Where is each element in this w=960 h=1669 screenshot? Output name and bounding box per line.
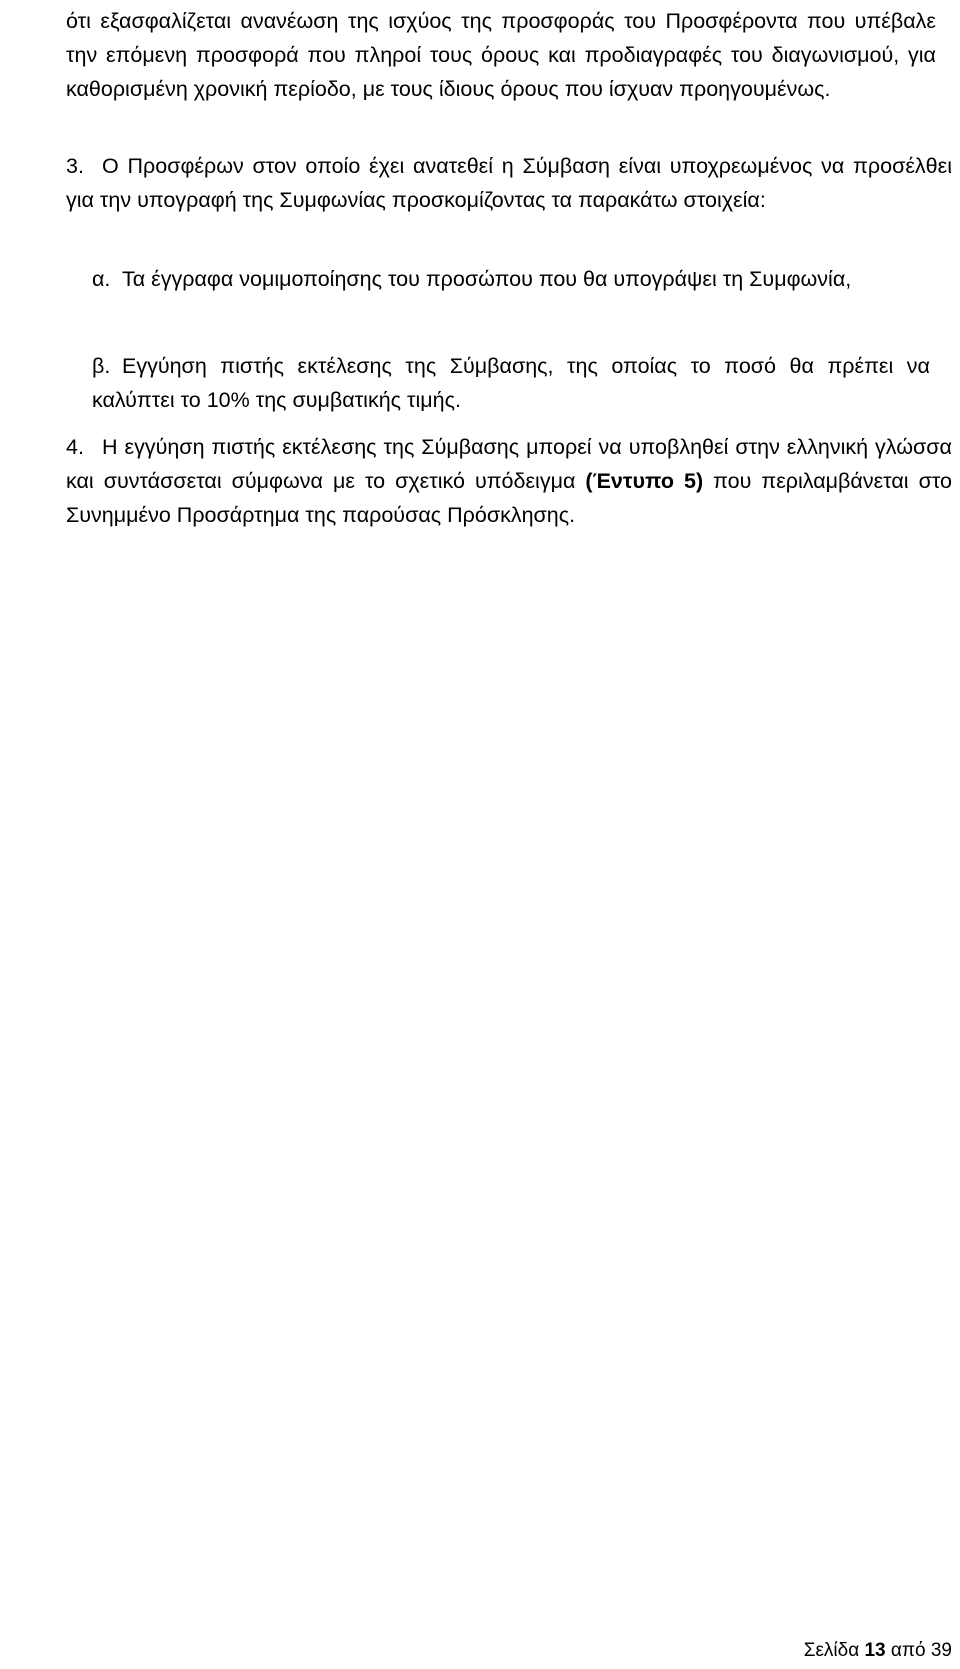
item-number: 3. <box>66 154 84 178</box>
page-footer <box>804 1639 952 1663</box>
list-item-4 <box>66 430 952 532</box>
of-word: από <box>890 1640 926 1661</box>
item-text-before: Η εγγύηση πιστής εκτέλεσης της Σύμβασης μπορεί να υποβληθεί στην ελληνική γλώσσα και συντάσσεται σύμφωνα με το σχετικό υπόδειγμα <box>66 435 952 493</box>
current-page-number: 13 <box>864 1640 886 1661</box>
document-page <box>66 0 952 1669</box>
page-word: Σελίδα <box>803 1640 860 1661</box>
sub-item-a <box>92 262 930 296</box>
item-text: Ο Προσφέρων στον οποίο έχει ανατεθεί η Σύμβαση είναι υποχρεωμένος να προσέλθει για την υπογραφή της Συμφωνίας προσκομίζοντας τα παρακάτω στοιχεία: <box>66 154 952 212</box>
sub-item-label: β. <box>92 354 111 378</box>
sub-item-text: Τα έγγραφα νομιμοποίησης του προσώπου που θα υπογράψει τη Συμφωνία, <box>122 267 852 291</box>
sub-item-label: α. <box>92 267 111 291</box>
item-text-after: που περιλαμβάνεται στο Συνημμένο Προσάρτημα της παρούσας Πρόσκλησης. <box>66 469 952 527</box>
sub-item-b <box>92 349 930 417</box>
intro-paragraph: ότι εξασφαλίζεται ανανέωση της ισχύος της προσφοράς του Προσφέροντα που υπέβαλε την επόμενη προσφορά που πληροί τους όρους και προδιαγραφές του διαγωνισμού, για καθορισμένη χρονική περίοδο, με τους ίδιους όρους που ίσχυαν προηγουμένως. <box>66 9 936 101</box>
sub-item-text: Εγγύηση πιστής εκτέλεσης της Σύμβασης, της οποίας το ποσό θα πρέπει να καλύπτει το 10% της συμβατικής τιμής. <box>92 354 930 412</box>
item-text <box>66 430 952 532</box>
form-reference: (Έντυπο 5) <box>585 469 704 493</box>
total-pages: 39 <box>930 1640 952 1661</box>
item-number: 4. <box>66 435 84 459</box>
list-item-3 <box>66 149 952 217</box>
